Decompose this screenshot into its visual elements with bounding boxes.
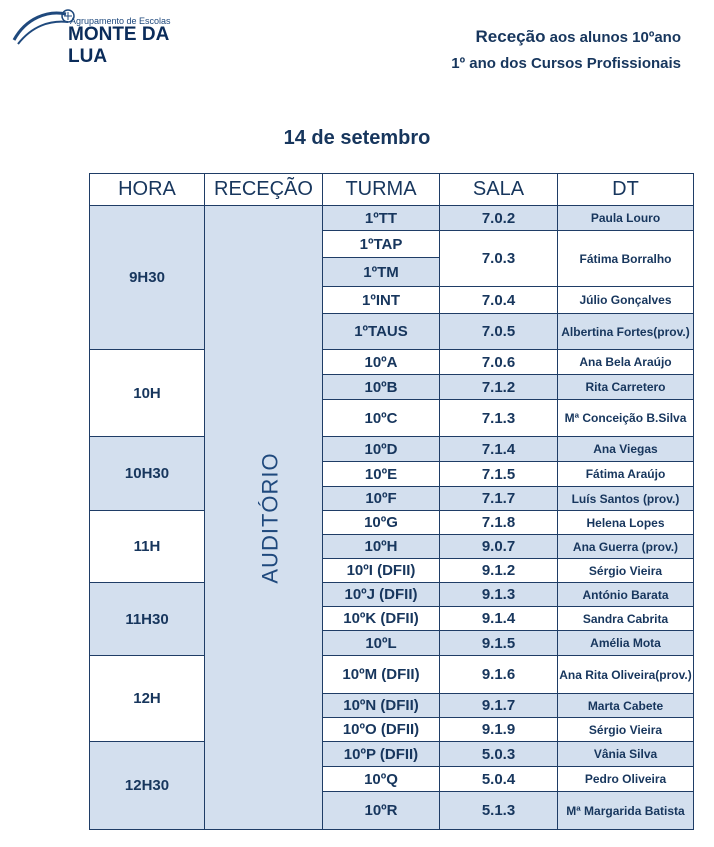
sala-cell: 9.1.2 bbox=[440, 559, 558, 583]
sala-cell: 9.1.3 bbox=[440, 583, 558, 607]
sala-cell: 9.1.6 bbox=[440, 656, 558, 694]
dt-cell: Júlio Gonçalves bbox=[558, 287, 694, 314]
table-row bbox=[90, 350, 694, 375]
hora-cell: 12H30 bbox=[90, 742, 205, 830]
turma-cell: 10ºO (DFII) bbox=[323, 718, 440, 742]
table-row bbox=[90, 742, 694, 767]
turma-cell: 1ºINT bbox=[323, 287, 440, 314]
title-rest: aos alunos 10ºano bbox=[545, 29, 681, 46]
school-logo bbox=[8, 4, 208, 67]
sala-cell: 7.1.3 bbox=[440, 400, 558, 437]
table-row bbox=[90, 583, 694, 607]
dt-cell: Ana Viegas bbox=[558, 437, 694, 462]
col-header-hora: HORA bbox=[90, 174, 205, 206]
sala-cell: 7.0.2 bbox=[440, 206, 558, 231]
dt-cell: Mª Margarida Batista bbox=[558, 792, 694, 830]
sala-cell: 7.1.2 bbox=[440, 375, 558, 400]
turma-cell: 10ºN (DFII) bbox=[323, 694, 440, 718]
dt-cell: Vânia Silva bbox=[558, 742, 694, 767]
dt-cell: Luís Santos (prov.) bbox=[558, 487, 694, 511]
dt-cell: Sérgio Vieira bbox=[558, 718, 694, 742]
turma-cell: 10ºB bbox=[323, 375, 440, 400]
sala-cell: 9.0.7 bbox=[440, 535, 558, 559]
sala-cell: 9.1.9 bbox=[440, 718, 558, 742]
turma-cell: 10ºH bbox=[323, 535, 440, 559]
dt-cell: Sérgio Vieira bbox=[558, 559, 694, 583]
col-header-sala: SALA bbox=[440, 174, 558, 206]
sala-cell: 7.0.4 bbox=[440, 287, 558, 314]
turma-cell: 1ºTAUS bbox=[323, 314, 440, 350]
turma-cell: 10ºJ (DFII) bbox=[323, 583, 440, 607]
title-big: Receção bbox=[475, 27, 546, 46]
dt-cell: Fátima Borralho bbox=[558, 231, 694, 287]
dt-cell: Marta Cabete bbox=[558, 694, 694, 718]
sala-cell: 7.0.5 bbox=[440, 314, 558, 350]
turma-cell: 10ºD bbox=[323, 437, 440, 462]
logo-org-name: MONTE DA LUA bbox=[68, 24, 169, 67]
turma-cell: 10ºA bbox=[323, 350, 440, 375]
turma-cell: 10ºK (DFII) bbox=[323, 607, 440, 631]
turma-cell: 10ºQ bbox=[323, 767, 440, 792]
turma-cell: 1ºTM bbox=[323, 258, 440, 287]
dt-cell: Mª Conceição B.Silva bbox=[558, 400, 694, 437]
rececao-cell bbox=[205, 206, 323, 830]
sala-cell: 5.0.3 bbox=[440, 742, 558, 767]
turma-cell: 10ºC bbox=[323, 400, 440, 437]
hora-cell: 11H30 bbox=[90, 583, 205, 656]
turma-cell: 10ºF bbox=[323, 487, 440, 511]
dt-cell: Helena Lopes bbox=[558, 511, 694, 535]
sala-cell: 7.0.3 bbox=[440, 231, 558, 287]
col-header-rececao: RECEÇÃO bbox=[205, 174, 323, 206]
table-row bbox=[90, 437, 694, 462]
table-row bbox=[90, 656, 694, 694]
hora-cell: 11H bbox=[90, 511, 205, 583]
sala-cell: 7.1.5 bbox=[440, 462, 558, 487]
table-header-row bbox=[90, 174, 694, 206]
schedule-table bbox=[89, 173, 694, 830]
page-subtitle: 1º ano dos Cursos Profissionais bbox=[451, 55, 681, 72]
hora-cell: 12H bbox=[90, 656, 205, 742]
turma-cell: 10ºL bbox=[323, 631, 440, 656]
dt-cell: Ana Bela Araújo bbox=[558, 350, 694, 375]
dt-cell: Rita Carretero bbox=[558, 375, 694, 400]
dt-cell: Fátima Araújo bbox=[558, 462, 694, 487]
logo-org-small: Agrupamento de Escolas bbox=[70, 16, 171, 26]
sala-cell: 9.1.7 bbox=[440, 694, 558, 718]
turma-cell: 1ºTAP bbox=[323, 231, 440, 258]
dt-cell: Amélia Mota bbox=[558, 631, 694, 656]
dt-cell: Pedro Oliveira bbox=[558, 767, 694, 792]
hora-cell: 10H bbox=[90, 350, 205, 437]
turma-cell: 10ºR bbox=[323, 792, 440, 830]
dt-cell: Sandra Cabrita bbox=[558, 607, 694, 631]
col-header-dt: DT bbox=[558, 174, 694, 206]
hora-cell: 9H30 bbox=[90, 206, 205, 350]
turma-cell: 10ºI (DFII) bbox=[323, 559, 440, 583]
sala-cell: 7.1.4 bbox=[440, 437, 558, 462]
col-header-turma: TURMA bbox=[323, 174, 440, 206]
turma-cell: 1ºTT bbox=[323, 206, 440, 231]
hora-cell: 10H30 bbox=[90, 437, 205, 511]
sala-cell: 9.1.5 bbox=[440, 631, 558, 656]
dt-cell: Albertina Fortes(prov.) bbox=[558, 314, 694, 350]
dt-cell: Ana Guerra (prov.) bbox=[558, 535, 694, 559]
turma-cell: 10ºG bbox=[323, 511, 440, 535]
dt-cell: António Barata bbox=[558, 583, 694, 607]
sala-cell: 7.0.6 bbox=[440, 350, 558, 375]
page-title bbox=[476, 27, 681, 47]
turma-cell: 10ºE bbox=[323, 462, 440, 487]
sala-cell: 9.1.4 bbox=[440, 607, 558, 631]
rececao-label: AUDITÓRIO bbox=[257, 451, 283, 584]
sala-cell: 5.1.3 bbox=[440, 792, 558, 830]
sala-cell: 7.1.7 bbox=[440, 487, 558, 511]
dt-cell: Ana Rita Oliveira(prov.) bbox=[558, 656, 694, 694]
dt-cell: Paula Louro bbox=[558, 206, 694, 231]
turma-cell: 10ºP (DFII) bbox=[323, 742, 440, 767]
table-row bbox=[90, 206, 694, 231]
turma-cell: 10ºM (DFII) bbox=[323, 656, 440, 694]
event-date: 14 de setembro bbox=[283, 127, 431, 149]
table-row bbox=[90, 511, 694, 535]
sala-cell: 5.0.4 bbox=[440, 767, 558, 792]
sala-cell: 7.1.8 bbox=[440, 511, 558, 535]
